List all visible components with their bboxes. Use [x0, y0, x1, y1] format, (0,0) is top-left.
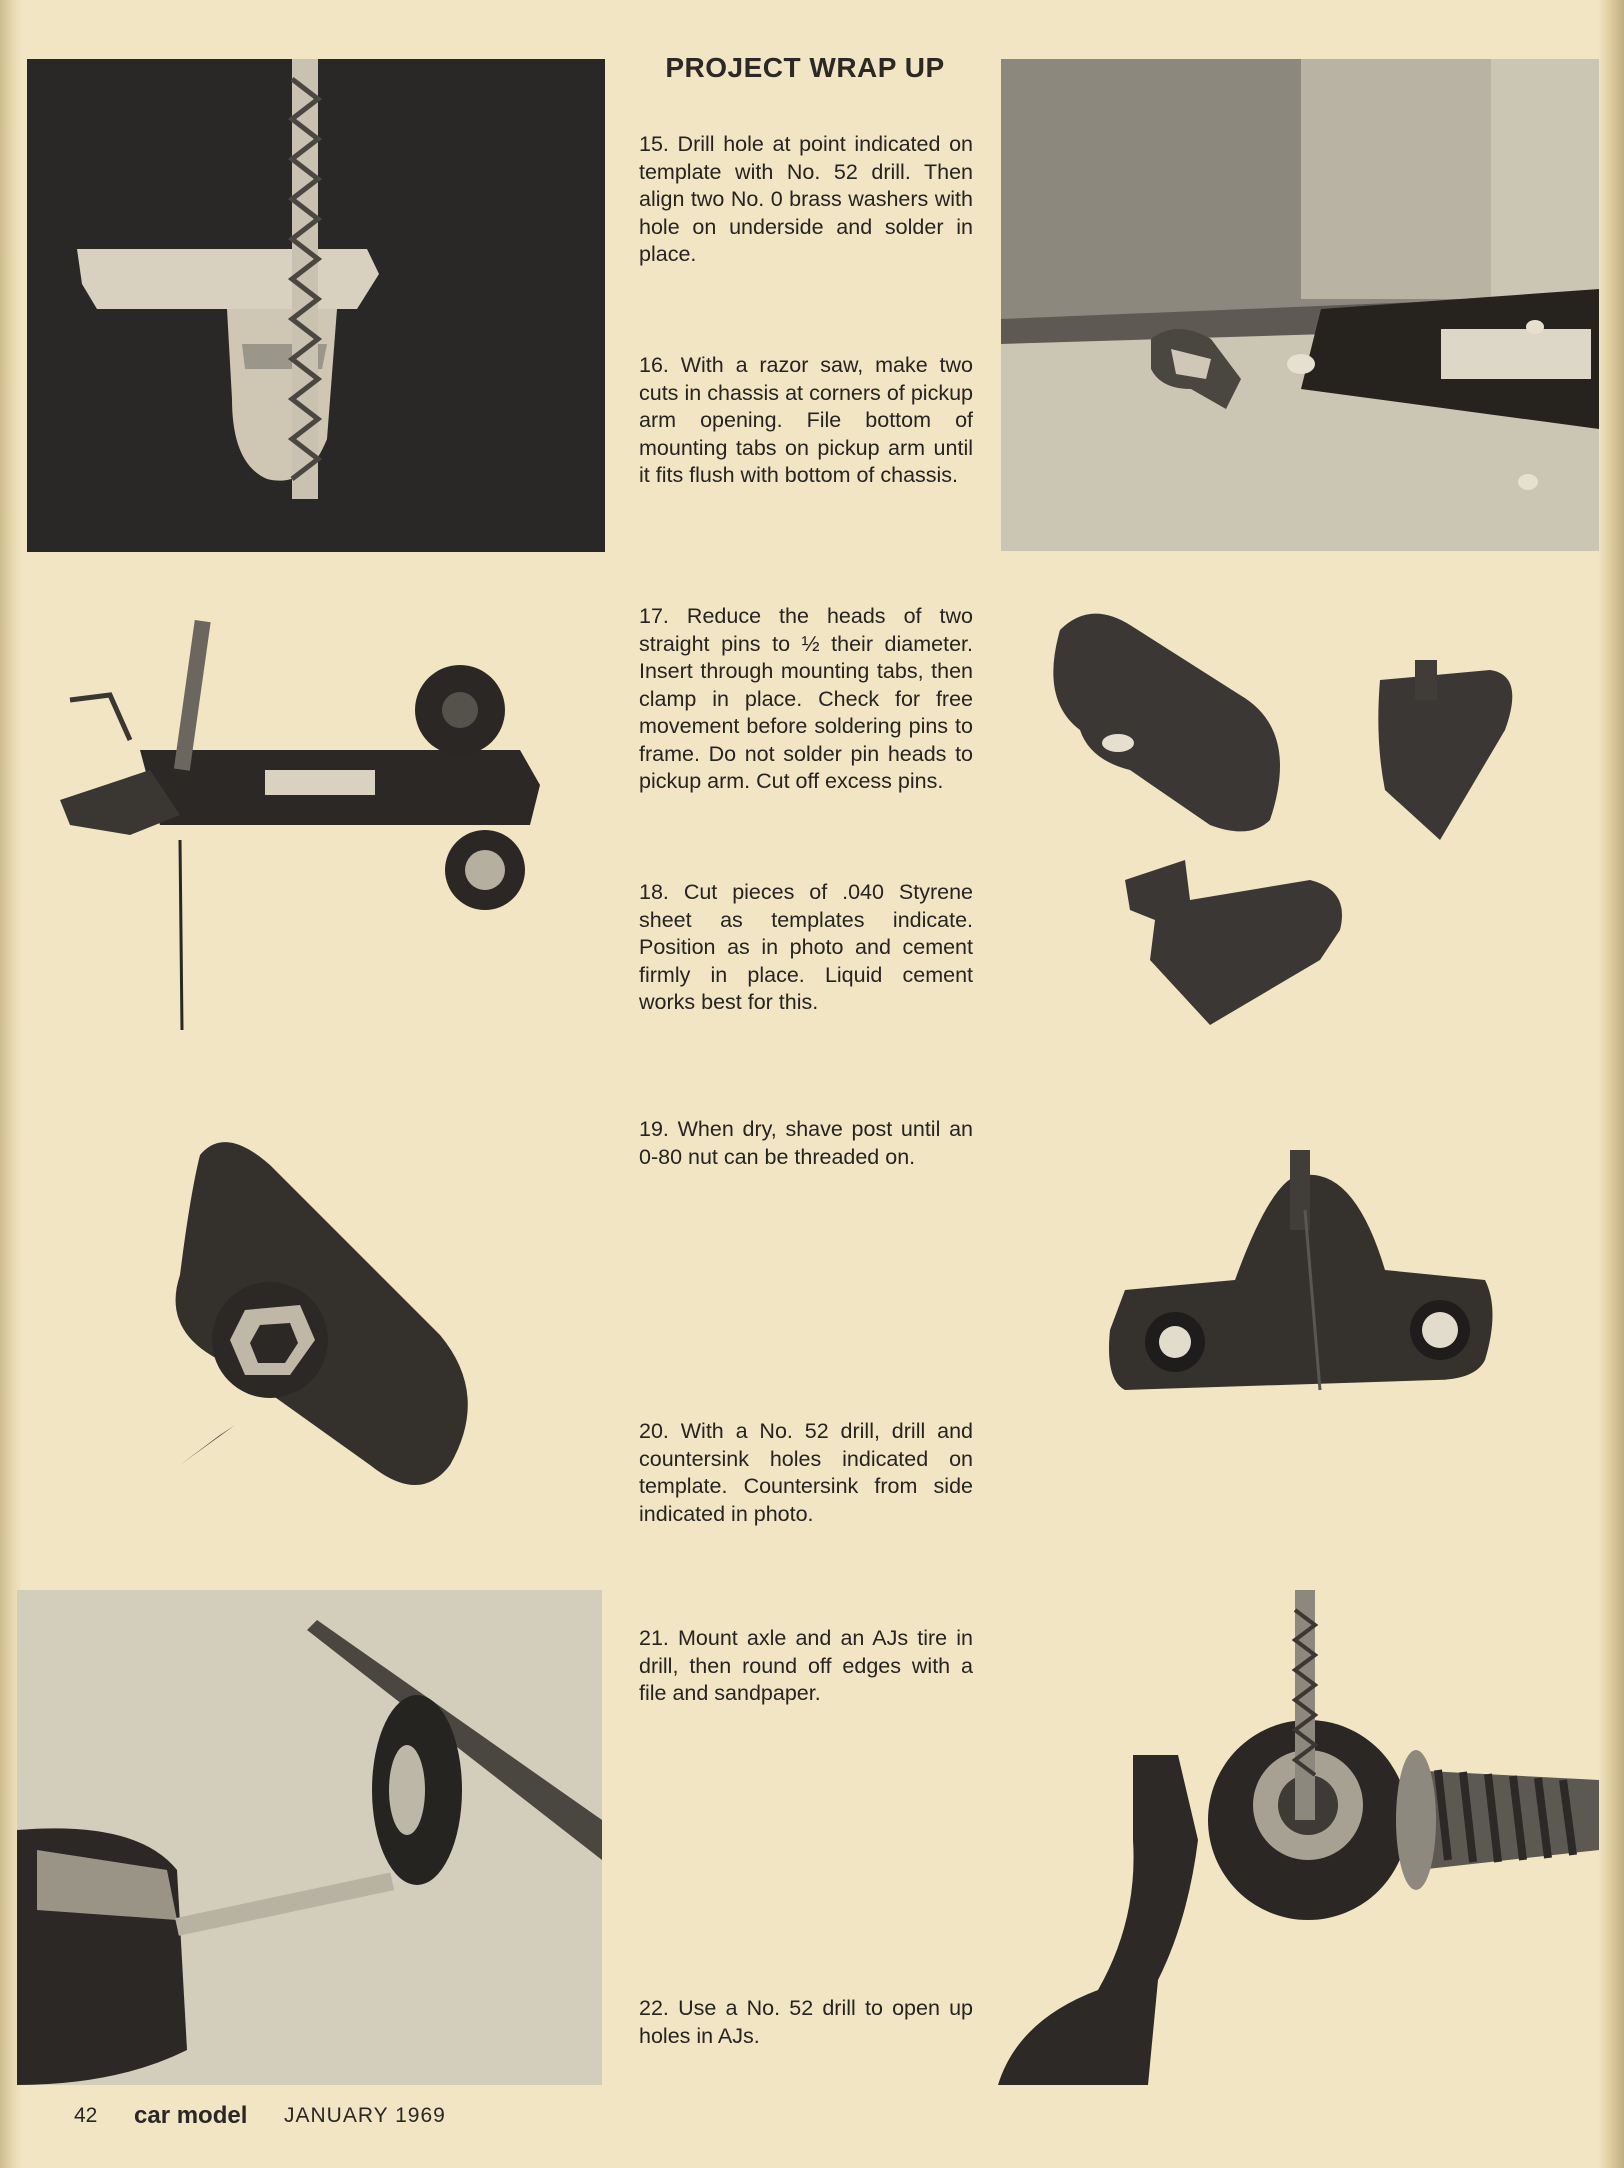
photo-step-19 [140, 1135, 520, 1515]
step-16-text: 16. With a razor saw, make two cuts in chassis at corners of pickup arm opening. File bottom of mounting tabs on pickup arm until it fits flush with bottom of chassis. [639, 353, 973, 487]
photo-step-17 [40, 600, 600, 1040]
step-18-text: 18. Cut pieces of .040 Styrene sheet as templates indicate. Position as in photo and cement firmly in place. Liquid cement works best for this. [639, 880, 973, 1014]
step-15-text: 15. Drill hole at point indicated on template with No. 52 drill. Then align two No. 0 brass washers with hole on underside and solder in place. [639, 132, 973, 266]
photo-step-18 [1020, 600, 1620, 1040]
photo-step-16 [1001, 59, 1599, 551]
photo-step-20 [1105, 1150, 1505, 1440]
photo-step-15 [27, 59, 605, 552]
page-number: 42 [74, 2104, 98, 2127]
step-19-text: 19. When dry, shave post until an 0-80 nut can be threaded on. [639, 1117, 973, 1169]
photo-step-22 [998, 1590, 1599, 2085]
step-20-text: 20. With a No. 52 drill, drill and countersink holes indicated on template. Countersink from side indicated in photo. [639, 1419, 973, 1526]
photo-step-21 [17, 1590, 602, 2085]
step-22-text: 22. Use a No. 52 drill to open up holes in AJs. [639, 1996, 973, 2048]
step-17-text: 17. Reduce the heads of two straight pins to ½ their diameter. Insert through mounting tabs, then clamp in place. Check for free movement before soldering pins to frame. Do not solder pin heads to pickup arm. Cut off excess pins. [639, 604, 973, 793]
step-21-text: 21. Mount axle and an AJs tire in drill, then round off edges with a file and sandpaper. [639, 1626, 973, 1705]
issue-date: JANUARY 1969 [284, 2104, 446, 2127]
page-edge-right [1598, 0, 1624, 2168]
page-title: PROJECT WRAP UP [665, 52, 945, 83]
magazine-name: car model [134, 2102, 248, 2129]
